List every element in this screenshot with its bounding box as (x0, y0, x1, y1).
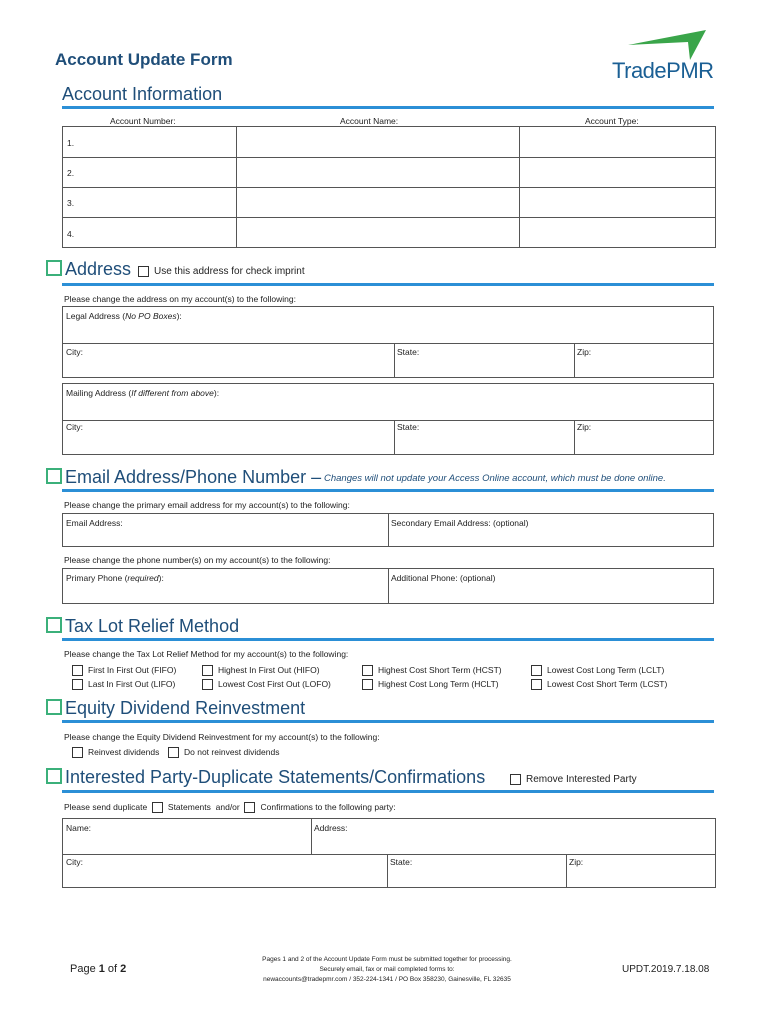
statements-checkbox[interactable] (152, 802, 163, 813)
option-lclt[interactable]: Lowest Cost Long Term (LCLT) (531, 665, 664, 676)
additional-phone-field[interactable]: Additional Phone: (optional) (391, 573, 496, 583)
phone-intro: Please change the phone number(s) on my account(s) to the following: (64, 555, 331, 565)
checkbox[interactable] (510, 774, 521, 785)
checkbox[interactable] (362, 679, 373, 690)
state-field[interactable]: State: (397, 347, 420, 357)
col-account-number: Account Number: (110, 116, 176, 126)
party-zip-field[interactable]: Zip: (569, 857, 584, 867)
checkbox[interactable] (72, 679, 83, 690)
logo-text: TradePMR (612, 58, 714, 83)
option-lofo[interactable]: Lowest Cost First Out (LOFO) (202, 679, 331, 690)
option-lifo[interactable]: Last In First Out (LIFO) (72, 679, 175, 690)
city-field[interactable]: City: (66, 422, 83, 432)
party-address-field[interactable]: Address: (314, 823, 348, 833)
primary-phone-field[interactable]: Primary Phone (required): (66, 573, 164, 583)
col-account-type: Account Type: (585, 116, 639, 126)
section-rule (62, 283, 714, 286)
address-checkbox[interactable] (46, 260, 62, 276)
email-box (62, 513, 714, 547)
section-rule (62, 790, 714, 793)
legal-address-field[interactable]: Legal Address (No PO Boxes): (66, 311, 182, 321)
duplicate-intro: Please send duplicate Statements and/or Confirmations to the following party: (64, 802, 396, 812)
section-rule (62, 638, 714, 641)
dividend-heading: Equity Dividend Reinvestment (46, 698, 305, 719)
tax-lot-checkbox[interactable] (46, 617, 62, 633)
checkbox[interactable] (202, 679, 213, 690)
email-phone-heading: Email Address/Phone Number – (46, 467, 321, 488)
account-row-label: 4. (67, 229, 75, 239)
legal-address-box (62, 306, 714, 378)
checkbox[interactable] (531, 665, 542, 676)
tax-lot-heading: Tax Lot Relief Method (46, 616, 239, 637)
section-rule (62, 106, 714, 109)
tax-lot-intro: Please change the Tax Lot Relief Method for my account(s) to the following: (64, 649, 349, 659)
checkbox[interactable] (72, 747, 83, 758)
state-field[interactable]: State: (397, 422, 420, 432)
party-city-field[interactable]: City: (66, 857, 83, 867)
secondary-email-field[interactable]: Secondary Email Address: (optional) (391, 518, 529, 528)
email-phone-checkbox[interactable] (46, 468, 62, 484)
mailing-address-field[interactable]: Mailing Address (If different from above): (66, 388, 220, 398)
party-state-field[interactable]: State: (390, 857, 413, 867)
section-rule (62, 489, 714, 492)
email-intro: Please change the primary email address for my account(s) to the following: (64, 500, 350, 510)
dividend-intro: Please change the Equity Dividend Reinvestment for my account(s) to the following: (64, 732, 380, 742)
account-row-label: 2. (67, 168, 75, 178)
logo-swoosh-icon (626, 28, 708, 62)
account-row-label: 3. (67, 198, 75, 208)
option-hclt[interactable]: Highest Cost Long Term (HCLT) (362, 679, 499, 690)
account-table (62, 126, 716, 248)
checkbox[interactable] (531, 679, 542, 690)
option-lcst[interactable]: Lowest Cost Short Term (LCST) (531, 679, 667, 690)
tradepmr-logo (612, 28, 722, 84)
address-heading: Address (46, 259, 131, 280)
address-intro: Please change the address on my account(s) to the following: (64, 294, 296, 304)
option-hifo[interactable]: Highest In First Out (HIFO) (202, 665, 320, 676)
phone-box (62, 568, 714, 604)
checkbox[interactable] (72, 665, 83, 676)
interested-party-checkbox[interactable] (46, 768, 62, 784)
option-reinvest[interactable]: Reinvest dividends (72, 747, 159, 758)
checkbox[interactable] (202, 665, 213, 676)
interested-party-heading: Interested Party-Duplicate Statements/Confirmations (46, 767, 485, 788)
checkbox[interactable] (362, 665, 373, 676)
form-code: UPDT.2019.7.18.08 (622, 964, 710, 975)
option-no-reinvest[interactable]: Do not reinvest dividends (168, 747, 279, 758)
col-account-name: Account Name: (340, 116, 399, 126)
remove-interested-party-option[interactable]: Remove Interested Party (510, 774, 637, 785)
zip-field[interactable]: Zip: (577, 422, 592, 432)
footer-instructions: Pages 1 and 2 of the Account Update Form must be submitted together for processing. Securely email, fax or mail completed forms to: newaccounts@tradepmr.com / 352-224-1341 / PO Box 358230, Gainesville, FL 32635 (262, 956, 512, 983)
city-field[interactable]: City: (66, 347, 83, 357)
account-info-heading: Account Information (62, 84, 223, 104)
dividend-checkbox[interactable] (46, 699, 62, 715)
option-fifo[interactable]: First In First Out (FIFO) (72, 665, 176, 676)
checkbox[interactable] (168, 747, 179, 758)
zip-field[interactable]: Zip: (577, 347, 592, 357)
party-name-field[interactable]: Name: (66, 823, 92, 833)
mailing-address-box (62, 383, 714, 455)
section-rule (62, 720, 714, 723)
check-imprint-option[interactable]: Use this address for check imprint (138, 266, 305, 277)
form-title: Account Update Form (55, 50, 233, 69)
confirmations-checkbox[interactable] (244, 802, 255, 813)
account-row-label: 1. (67, 138, 75, 148)
email-phone-note: Changes will not update your Access Online account, which must be done online. (324, 473, 666, 484)
option-hcst[interactable]: Highest Cost Short Term (HCST) (362, 665, 502, 676)
email-field[interactable]: Email Address: (66, 518, 123, 528)
page-number: Page 1 of 2 (70, 963, 127, 975)
interested-party-box (62, 818, 716, 888)
check-imprint-checkbox[interactable] (138, 266, 149, 277)
